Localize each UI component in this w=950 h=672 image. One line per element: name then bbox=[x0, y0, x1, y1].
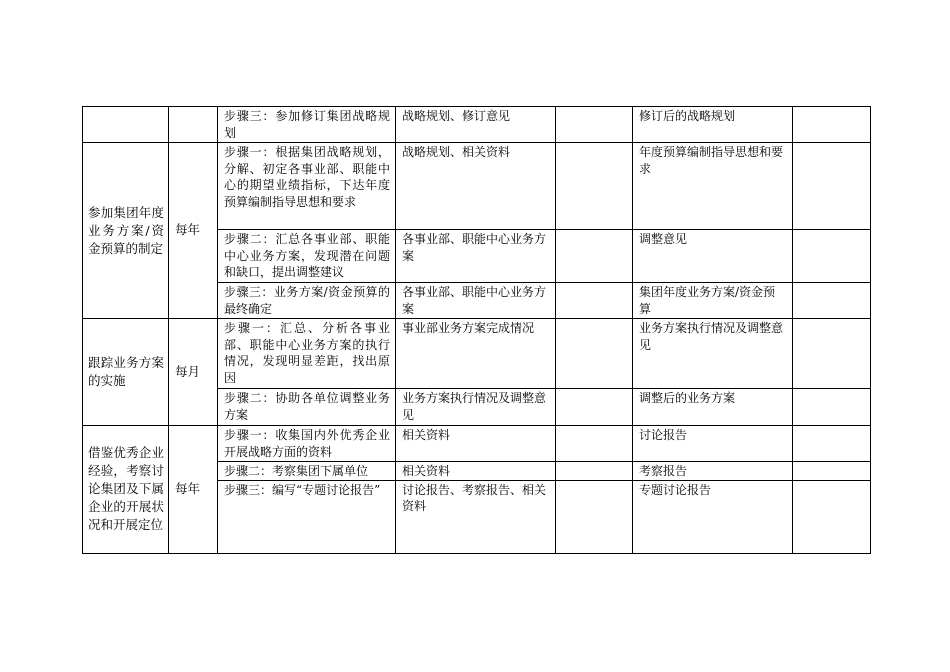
input-cell: 各事业部、职能中心业务方案 bbox=[396, 283, 556, 319]
frequency-cell bbox=[169, 107, 218, 143]
input-cell: 相关资料 bbox=[396, 426, 556, 462]
work-table bbox=[82, 106, 871, 554]
step-cell: 步骤二：考察集团下属单位 bbox=[218, 462, 396, 481]
frequency-cell: 每年 bbox=[169, 143, 218, 319]
empty-cell bbox=[793, 462, 871, 481]
input-cell: 业务方案执行情况及调整意见 bbox=[396, 389, 556, 426]
step-cell: 步骤二：汇总各事业部、职能中心业务方案，发现潜在问题和缺口，提出调整建议 bbox=[218, 230, 396, 283]
input-cell: 相关资料 bbox=[396, 462, 556, 481]
output-cell: 修订后的战略规划 bbox=[633, 107, 793, 143]
empty-cell bbox=[793, 107, 871, 143]
empty-cell bbox=[793, 143, 871, 230]
empty-cell bbox=[556, 230, 633, 283]
empty-cell bbox=[556, 462, 633, 481]
empty-cell bbox=[556, 283, 633, 319]
empty-cell bbox=[793, 389, 871, 426]
task-cell: 借鉴优秀企业经验，考察讨论集团及下属企业的开展状况和开展定位 bbox=[83, 426, 169, 554]
empty-cell bbox=[556, 319, 633, 389]
output-cell: 调整意见 bbox=[633, 230, 793, 283]
output-cell: 考察报告 bbox=[633, 462, 793, 481]
empty-cell bbox=[556, 143, 633, 230]
output-cell: 讨论报告 bbox=[633, 426, 793, 462]
input-cell: 战略规划、相关资料 bbox=[396, 143, 556, 230]
frequency-cell: 每年 bbox=[169, 426, 218, 554]
output-cell: 集团年度业务方案/资金预算 bbox=[633, 283, 793, 319]
frequency-cell: 每月 bbox=[169, 319, 218, 426]
input-cell: 事业部业务方案完成情况 bbox=[396, 319, 556, 389]
table-row bbox=[83, 426, 871, 462]
step-cell: 步骤三：业务方案/资金预算的最终确定 bbox=[218, 283, 396, 319]
empty-cell bbox=[556, 107, 633, 143]
empty-cell bbox=[793, 230, 871, 283]
empty-cell bbox=[793, 426, 871, 462]
table-row bbox=[83, 107, 871, 143]
input-cell: 战略规划、修订意见 bbox=[396, 107, 556, 143]
output-cell: 专题讨论报告 bbox=[633, 480, 793, 553]
output-cell: 年度预算编制指导思想和要求 bbox=[633, 143, 793, 230]
input-cell: 各事业部、职能中心业务方案 bbox=[396, 230, 556, 283]
empty-cell bbox=[793, 319, 871, 389]
step-cell: 步骤二：协助各单位调整业务方案 bbox=[218, 389, 396, 426]
step-cell: 步骤三：编写“专题讨论报告” bbox=[218, 480, 396, 553]
step-cell: 步骤三：参加修订集团战略规划 bbox=[218, 107, 396, 143]
table-row bbox=[83, 319, 871, 389]
step-cell: 步骤一：收集国内外优秀企业开展战略方面的资料 bbox=[218, 426, 396, 462]
empty-cell bbox=[793, 480, 871, 553]
empty-cell bbox=[556, 426, 633, 462]
output-cell: 业务方案执行情况及调整意见 bbox=[633, 319, 793, 389]
step-cell: 步骤一：汇总、分析各事业部、职能中心业务方案的执行情况，发现明显差距，找出原因 bbox=[218, 319, 396, 389]
output-cell: 调整后的业务方案 bbox=[633, 389, 793, 426]
empty-cell bbox=[793, 283, 871, 319]
empty-cell bbox=[556, 389, 633, 426]
task-cell: 跟踪业务方案的实施 bbox=[83, 319, 169, 426]
table-row bbox=[83, 143, 871, 230]
task-cell: 参加集团年度业务方案/资金预算的制定 bbox=[83, 143, 169, 319]
empty-cell bbox=[556, 480, 633, 553]
step-cell: 步骤一：根据集团战略规划，分解、初定各事业部、职能中心的期望业绩指标，下达年度预算编制指导思想和要求 bbox=[218, 143, 396, 230]
task-cell bbox=[83, 107, 169, 143]
input-cell: 讨论报告、考察报告、相关资料 bbox=[396, 480, 556, 553]
